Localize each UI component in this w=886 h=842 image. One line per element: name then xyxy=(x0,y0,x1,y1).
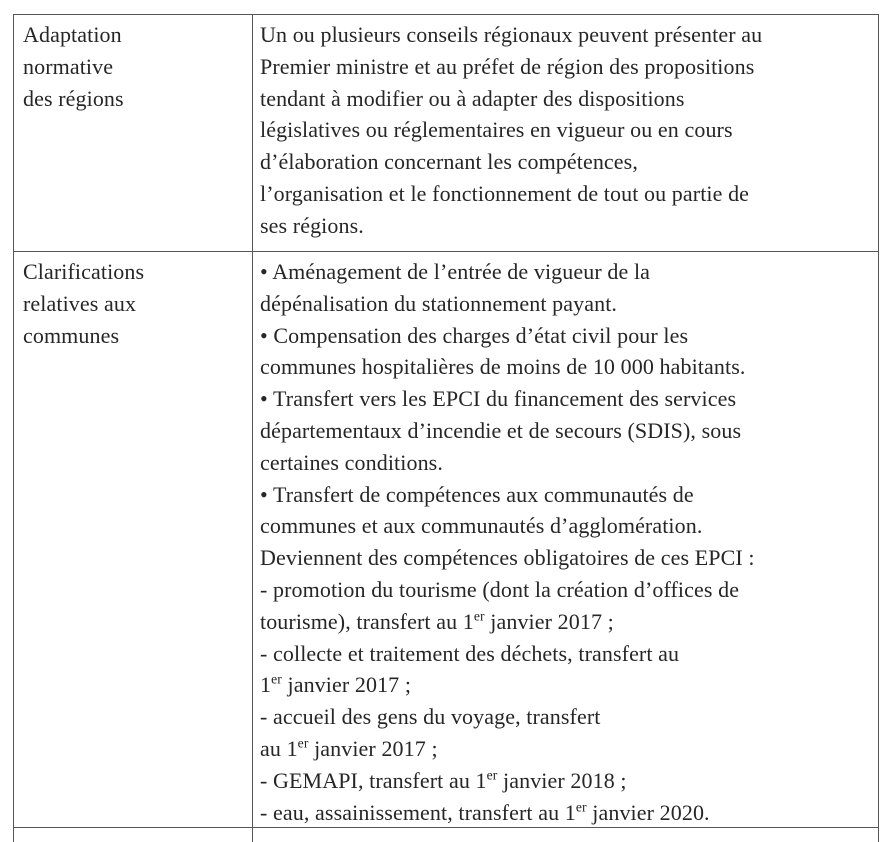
ordinal-superscript: er xyxy=(297,735,309,751)
content-line xyxy=(260,415,872,447)
text-segment: tourisme), transfert au 1 xyxy=(260,608,474,634)
text-segment: communes hospitalières de moins de 10 000 habitants. xyxy=(260,354,746,380)
text-segment: au 1 xyxy=(260,735,298,761)
text-segment: d’élaboration concernant les compétences, xyxy=(260,149,638,175)
content-cell xyxy=(253,15,878,251)
content-line xyxy=(260,19,872,51)
content-line xyxy=(260,146,872,178)
text-segment: janvier 2018 ; xyxy=(497,767,627,793)
text-segment: - collecte et traitement des déchets, transfert au xyxy=(260,640,680,666)
table-row xyxy=(14,828,878,842)
text-segment: ses régions. xyxy=(260,212,364,238)
text-segment: 1 xyxy=(260,672,272,698)
text-segment: Un ou plusieurs conseils régionaux peuvent présenter au xyxy=(260,22,763,47)
term-cell xyxy=(14,828,253,842)
content-line xyxy=(260,351,872,383)
content-line xyxy=(260,638,872,670)
text-segment: départementaux d’incendie et de secours (SDIS), sous xyxy=(260,417,742,443)
ordinal-superscript: er xyxy=(271,672,282,688)
measures-table xyxy=(13,14,879,842)
content-line xyxy=(260,51,872,83)
content-line xyxy=(260,178,872,210)
text-segment: • Aménagement de l’entrée de vigueur de la xyxy=(260,259,651,284)
content-line xyxy=(260,479,872,511)
term-cell xyxy=(14,15,253,251)
text-segment: certaines conditions. xyxy=(260,449,443,475)
text-segment: janvier 2017 ; xyxy=(308,735,438,761)
table-row xyxy=(14,15,878,252)
content-line xyxy=(260,797,872,827)
content-line xyxy=(260,320,872,352)
content-line xyxy=(260,542,872,574)
content-line xyxy=(260,256,872,288)
content-line xyxy=(260,701,872,733)
text-segment: • Transfert vers les EPCI du financement des services xyxy=(260,386,737,412)
text-segment: Premier ministre et au préfet de région des propositions xyxy=(260,53,755,79)
text-segment: janvier 2017 ; xyxy=(281,672,412,698)
text-segment: janvier 2017 ; xyxy=(484,608,614,634)
text-segment: - GEMAPI, transfert au 1 xyxy=(260,767,487,793)
text-segment: - eau, assainissement, transfert au 1 xyxy=(260,799,576,825)
text-segment: Deviennent des compétences obligatoires de ces EPCI : xyxy=(260,545,755,571)
content-cell xyxy=(253,252,878,827)
term-line: Clarifications xyxy=(23,259,145,284)
content-cell xyxy=(253,828,878,842)
text-segment: tendant à modifier ou à adapter des dispositions xyxy=(260,85,685,111)
content-line xyxy=(260,574,872,606)
ordinal-superscript: er xyxy=(473,608,485,624)
term-line: normative xyxy=(23,53,114,79)
text-segment: - accueil des gens du voyage, transfert xyxy=(260,704,601,730)
text-segment: dépénalisation du stationnement payant. xyxy=(260,290,618,316)
content-line xyxy=(260,383,872,415)
text-segment: législatives ou réglementaires en vigueur ou en cours xyxy=(260,117,733,143)
term-cell xyxy=(14,252,253,827)
table-row xyxy=(14,252,878,828)
text-segment: communes et aux communautés d’agglomération. xyxy=(260,513,703,539)
content-line xyxy=(260,288,872,320)
content-line xyxy=(260,669,872,701)
text-segment: - promotion du tourisme (dont la création d’offices de xyxy=(260,576,740,602)
term-line: des régions xyxy=(23,85,124,111)
content-line xyxy=(260,447,872,479)
term-line: Adaptation xyxy=(23,22,122,47)
content-line xyxy=(260,210,872,242)
content-line xyxy=(260,114,872,146)
text-segment: • Compensation des charges d’état civil pour les xyxy=(260,322,689,348)
content-line xyxy=(260,765,872,797)
text-segment: janvier 2020. xyxy=(586,799,710,825)
content-line xyxy=(260,83,872,115)
text-segment: • Transfert de compétences aux communautés de xyxy=(260,481,694,507)
ordinal-superscript: er xyxy=(486,767,498,783)
text-segment: l’organisation et le fonctionnement de tout ou partie de xyxy=(260,180,750,206)
content-line xyxy=(260,733,872,765)
term-line: communes xyxy=(23,322,120,348)
ordinal-superscript: er xyxy=(575,799,587,815)
content-line xyxy=(260,606,872,638)
term-line: relatives aux xyxy=(23,290,137,316)
content-line xyxy=(260,510,872,542)
